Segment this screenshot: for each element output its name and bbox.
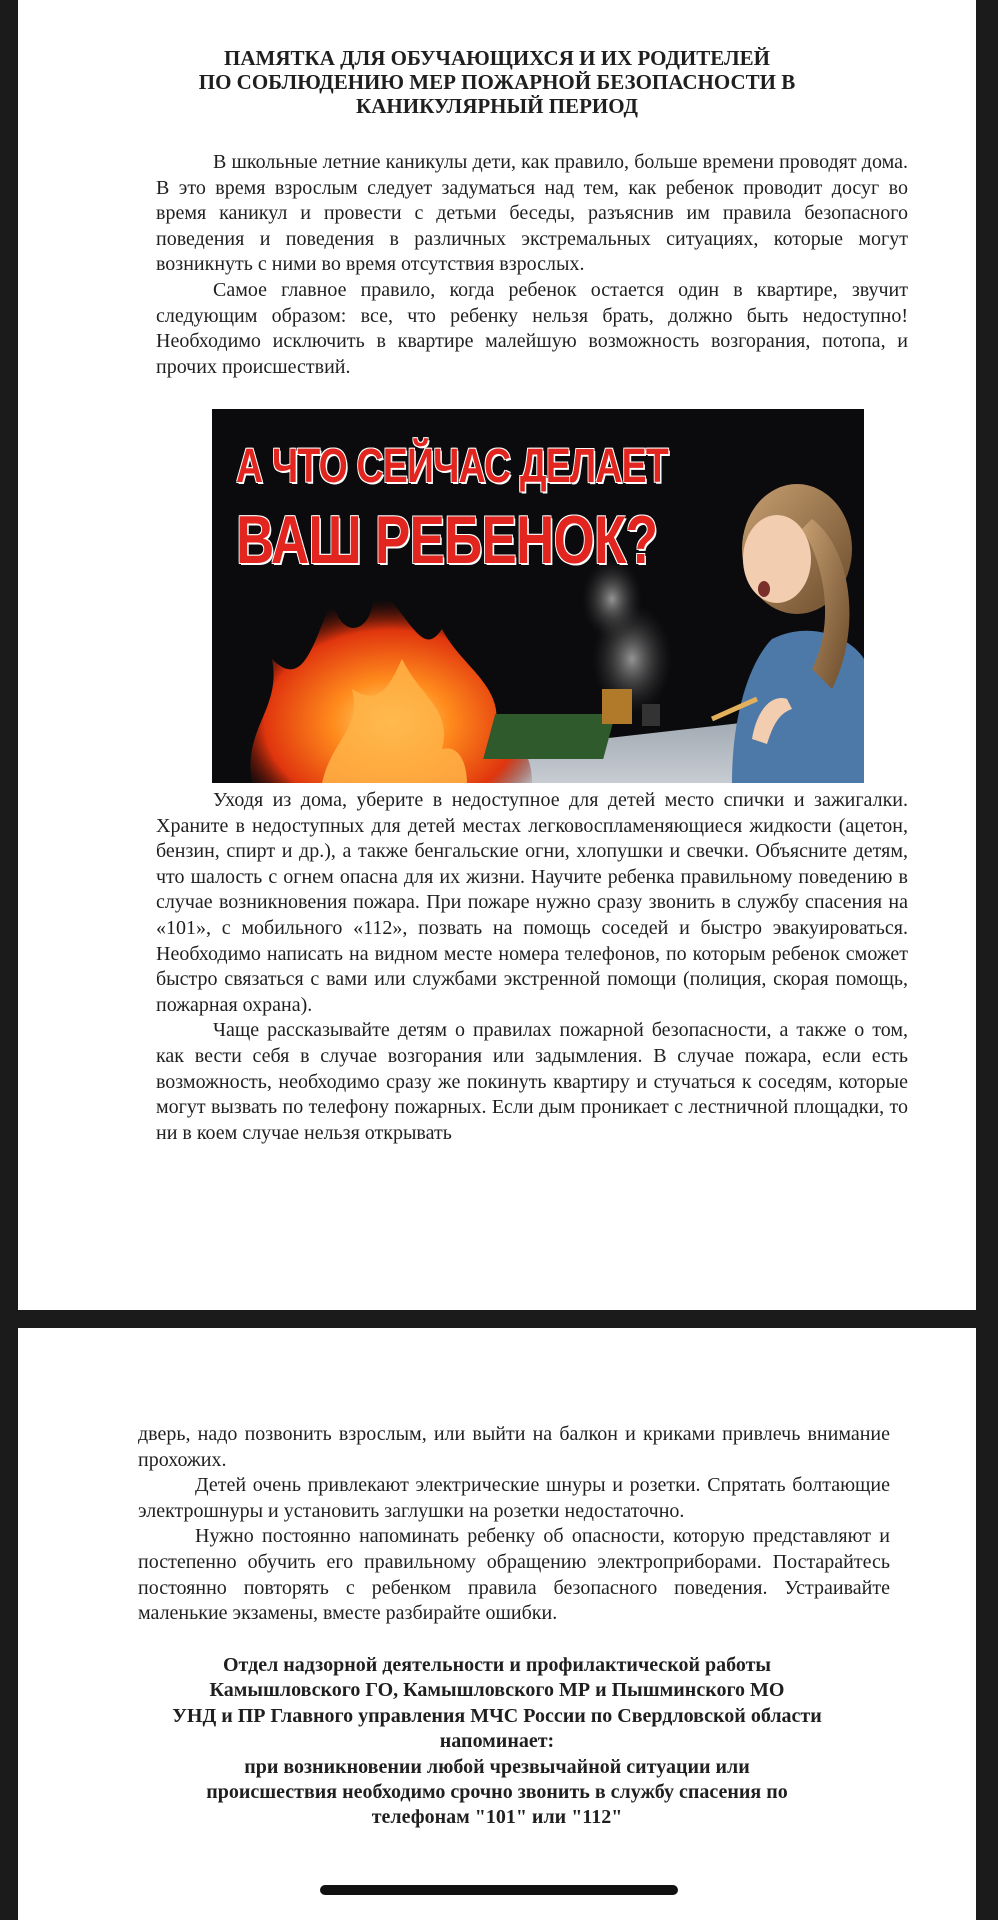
footer-line: Отдел надзорной деятельности и профилактической работы [222, 1654, 772, 1676]
paragraph: В школьные летние каникулы дети, как правило, больше времени проводят дома. В это время взрослым следует задуматься над тем, как ребенок проводит досуг во время каникул и провести с детьми беседы, разъяснив им правила безопасного поведения и поведения в различных экстремальных ситуациях, которые могут возникнуть с ними во время отсутствия взрослых. [156, 151, 908, 276]
title-line: ПАМЯТКА ДЛЯ ОБУЧАЮЩИХСЯ И ИХ РОДИТЕЛЕЙ [224, 46, 770, 70]
document-page-1 [18, 0, 976, 1310]
footer-line: при возникновении любой чрезвычайной ситуации или [244, 1755, 750, 1778]
paragraph: дверь, надо позвонить взрослым, или выйти на балкон и криками привлечь внимание прохожих. [138, 1423, 890, 1471]
poster-headline-line1: А ЧТО СЕЙЧАС ДЕЛАЕТ [236, 440, 668, 493]
title-line: ПО СОБЛЮДЕНИЮ МЕР ПОЖАРНОЙ БЕЗОПАСНОСТИ В [198, 70, 796, 94]
middle-text [156, 788, 908, 1146]
paragraph: Чаще рассказывайте детям о правилах пожарной безопасности, а также о том, как вести себя в случае возгорания или задымления. В случае пожара, если есть возможность, необходимо сразу же покинуть квартиру и стучаться к соседям, которые могут вызвать по телефону пожарных. Если дым проникает с лестничной площадки, то ни в коем случае нельзя открывать [156, 1019, 908, 1144]
paragraph: Детей очень привлекают электрические шнуры и розетки. Спрятать болтающие электрошнуры и установить заглушки на розетки недостаточно. [138, 1474, 890, 1522]
poster-headline-line2: ВАШ РЕБЕНОК? [236, 502, 658, 578]
paragraph: Нужно постоянно напоминать ребенку об опасности, которую представляют и постепенно обучить его правильному обращению электроприборами. Постарайтесь постоянно повторять с ребенком правила безопасного поведения. Устраивайте маленькие экзамены, вместе разбирайте ошибки. [138, 1525, 890, 1625]
paragraph: Самое главное правило, когда ребенок остается один в квартире, звучит следующим образом: все, что ребенку нельзя брать, должно быть недоступно! Необходимо исключить в квартире малейшую возможность возгорания, потопа, и прочих происшествий. [156, 278, 908, 378]
footer-line: УНД и ПР Главного управления МЧС России по Свердловской области [172, 1704, 822, 1727]
footer-line: Камышловского ГО, Камышловского МР и Пышминского МО [209, 1679, 785, 1702]
warning-poster-image [212, 409, 864, 783]
intro-text [156, 150, 908, 380]
footer-notice [18, 1653, 976, 1831]
continuation-text [138, 1422, 890, 1627]
footer-line: происшествия необходимо срочно звонить в службу спасения по [206, 1781, 788, 1804]
footer-line: напоминает: [439, 1730, 555, 1753]
footer-line: телефонам "101" или "112" [371, 1806, 623, 1829]
title-line: КАНИКУЛЯРНЫЙ ПЕРИОД [356, 94, 638, 118]
paragraph: Уходя из дома, уберите в недоступное для детей место спички и зажигалки. Храните в недоступных для детей местах легковоспламеняющиеся жидкости (ацетон, бензин, спирт и др.), а также бенгальские огни, хлопушки и свечки. Объясните детям, что шалость с огнем опасна для их жизни. Научите ребенка правильному поведению в случае возникновения пожара. При пожаре нужно сразу звонить в службу спасения на «101», с мобильного «112», позвать на помощь соседей и быстро эвакуироваться. Необходимо написать на видном месте номера телефонов, по которым ребенок сможет быстро связаться с вами или службами экстренной помощи (полиция, скорая помощь, пожарная охрана). [156, 789, 908, 1016]
home-indicator[interactable] [320, 1885, 678, 1895]
document-title [18, 46, 976, 118]
